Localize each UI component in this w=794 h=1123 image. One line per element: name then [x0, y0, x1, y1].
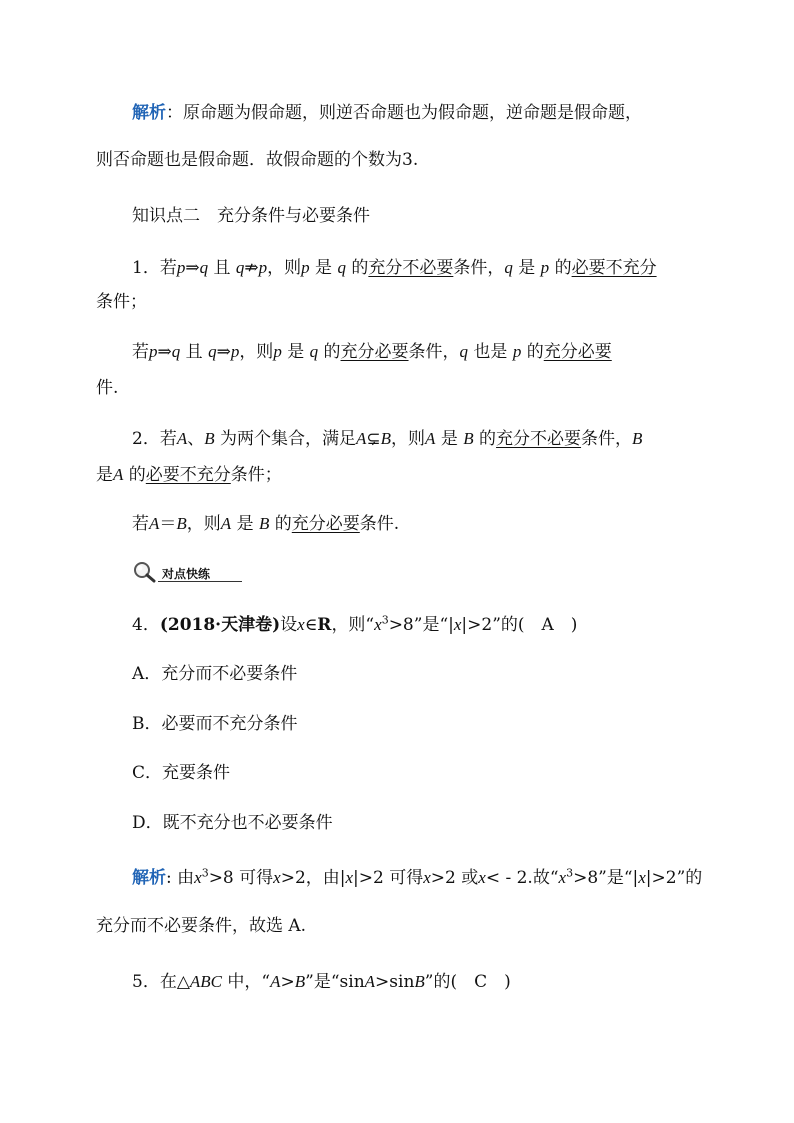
point-1b-line-1	[132, 340, 612, 364]
var-A: A	[113, 465, 124, 484]
analysis-text: ：原命题为假命题，则逆否命题也为假命题，逆命题是假命题，	[166, 103, 642, 123]
analysis2-line-2: 充分而不必要条件，故选 A.	[96, 916, 307, 936]
var-A: A	[270, 972, 281, 991]
not-implies-symbol: ⇏	[244, 258, 259, 278]
text: 条件.	[359, 514, 400, 534]
text: 且	[208, 258, 236, 278]
text: ，则	[391, 429, 426, 449]
underlined-answer: 必要不充分	[571, 258, 657, 278]
text: ”的(	[424, 972, 475, 992]
text: 的	[521, 342, 544, 362]
analysis-line-2	[96, 148, 418, 172]
var-q: q	[208, 342, 217, 361]
proper-subset-symbol: ⊊	[366, 429, 381, 449]
option-letter: D．	[132, 813, 163, 833]
element-of-symbol: ∈	[304, 615, 318, 635]
var-q: q	[459, 342, 469, 361]
text: ，则	[186, 514, 221, 534]
text: ，则	[267, 258, 302, 278]
text: 是	[435, 429, 464, 449]
question-4	[132, 613, 577, 637]
question-5	[132, 970, 511, 994]
var-A: A	[220, 514, 232, 533]
equals-symbol: ＝	[159, 514, 177, 534]
option-text: 充分而不必要条件	[161, 664, 298, 684]
underlined-answer: 必要不充分	[145, 465, 231, 485]
var-B: B	[294, 972, 306, 991]
option-d	[132, 811, 333, 835]
text: 条件，	[581, 429, 633, 449]
text: 也是	[468, 342, 513, 362]
practice-badge	[132, 560, 242, 586]
superscript-3: 3	[381, 613, 389, 627]
option-letter: A．	[132, 664, 162, 684]
var-p: p	[230, 342, 240, 361]
text: 的	[269, 514, 292, 534]
text: >8”是“|	[388, 615, 454, 635]
underlined-answer: 充分不必要	[496, 429, 582, 449]
analysis-label: 解析	[132, 103, 166, 123]
underlined-answer: 充分不必要	[368, 258, 454, 278]
var-A: A	[356, 429, 367, 448]
badge-underline	[158, 581, 242, 582]
option-letter: C．	[132, 763, 163, 783]
point-1b-line-2: 件.	[96, 378, 119, 398]
text: 条件；	[230, 465, 282, 485]
underlined-answer: 充分必要	[291, 514, 360, 534]
underlined-answer: 充分必要	[340, 342, 409, 362]
magnifier-icon	[132, 560, 158, 584]
var-x: x	[423, 868, 431, 887]
question-number: 4．	[132, 615, 160, 635]
text: 设	[280, 615, 298, 635]
analysis-line-1	[132, 101, 642, 125]
text: 条件，	[408, 342, 460, 362]
text: 的	[318, 342, 341, 362]
text: 、	[187, 429, 205, 449]
var-B: B	[176, 514, 187, 533]
var-B: B	[463, 429, 474, 448]
var-x: x	[273, 868, 281, 887]
option-a	[132, 662, 297, 686]
var-B: B	[204, 429, 215, 448]
var-A: A	[364, 972, 376, 991]
text: ，则“	[331, 615, 375, 635]
text: 中，“	[222, 972, 271, 992]
option-letter: B．	[132, 714, 162, 734]
var-x: x	[558, 868, 567, 887]
text: 且	[180, 342, 209, 362]
var-p: p	[273, 342, 282, 361]
section-title: 知识点二 充分条件与必要条件	[132, 206, 370, 226]
option-text: 必要而不充分条件	[161, 714, 298, 734]
point-2b-line	[132, 512, 399, 536]
text: 是	[231, 514, 259, 534]
text: 的	[345, 258, 369, 278]
var-A: A	[149, 514, 160, 533]
var-A: A	[425, 429, 436, 448]
option-text: 充要条件	[162, 763, 231, 783]
text: 的	[549, 258, 572, 278]
var-q: q	[235, 258, 245, 277]
answer-letter: A	[541, 615, 554, 635]
var-B: B	[414, 972, 425, 991]
text: )	[553, 615, 578, 635]
analysis-text: 则否命题也是假命题．故假命题的个数为3.	[96, 150, 419, 170]
text: |>2”的(	[461, 615, 542, 635]
var-p: p	[176, 258, 186, 277]
text: 是	[309, 258, 338, 278]
underlined-answer: 充分必要	[543, 342, 612, 362]
triangle-name: ABC	[189, 972, 223, 991]
superscript-3: 3	[566, 866, 574, 880]
option-b	[132, 712, 298, 736]
text: 若	[132, 342, 149, 362]
text: 为两个集合，满足	[214, 429, 357, 449]
text: 是	[96, 465, 113, 485]
answer-letter: C	[474, 972, 488, 992]
var-x: x	[478, 868, 486, 887]
var-q: q	[171, 342, 181, 361]
var-x: x	[297, 615, 305, 634]
var-p: p	[258, 258, 268, 277]
implies-symbol: ⇒	[185, 258, 200, 278]
text: >2，由|	[280, 868, 346, 888]
text: )	[487, 972, 511, 992]
var-A: A	[176, 429, 188, 448]
var-q: q	[309, 342, 319, 361]
text: ”是“sin	[305, 972, 365, 992]
var-p: p	[512, 342, 522, 361]
analysis2-line-1	[132, 866, 702, 890]
text: 的	[473, 429, 497, 449]
point-1-line-2: 条件；	[96, 292, 147, 312]
text: >8”是“|	[573, 868, 639, 888]
text: 是	[281, 342, 310, 362]
text: 的	[123, 465, 146, 485]
superscript-3: 3	[201, 866, 209, 880]
practice-badge-label: 对点快练	[162, 567, 211, 581]
text: >2 或	[430, 868, 479, 888]
var-p: p	[301, 258, 310, 277]
text: : 由	[166, 868, 195, 888]
var-x: x	[374, 615, 382, 634]
text: |>2 可得	[353, 868, 424, 888]
var-q: q	[337, 258, 346, 277]
reals-symbol: R	[317, 615, 332, 635]
text: 2．若	[132, 429, 177, 449]
var-x: x	[194, 868, 202, 887]
var-p: p	[149, 342, 158, 361]
var-x: x	[638, 868, 646, 887]
var-x: x	[345, 868, 354, 887]
var-x: x	[453, 615, 462, 634]
var-q: q	[199, 258, 209, 277]
var-p: p	[540, 258, 550, 277]
text: 条件，	[453, 258, 505, 278]
implies-symbol: ⇒	[157, 342, 172, 362]
var-B: B	[380, 429, 392, 448]
analysis-label: 解析	[132, 868, 166, 888]
var-B: B	[258, 514, 270, 533]
var-q: q	[504, 258, 513, 277]
text: 1．若	[132, 258, 177, 278]
question-number: 5．	[132, 972, 160, 992]
implies-symbol: ⇒	[216, 342, 231, 362]
option-text: 既不充分也不必要条件	[162, 813, 333, 833]
text: 在△	[159, 972, 190, 992]
text: >8 可得	[208, 868, 274, 888]
text: 是	[512, 258, 541, 278]
option-c	[132, 761, 230, 785]
question-source: (2018·天津卷)	[159, 615, 281, 635]
point-2-line-2	[96, 463, 282, 487]
text: < - 2.故“	[485, 868, 559, 888]
point-1-line-1	[132, 256, 657, 280]
point-2-line-1	[132, 427, 642, 451]
text: 若	[132, 514, 149, 534]
text: ，则	[239, 342, 274, 362]
text: >sin	[375, 972, 415, 992]
var-B: B	[632, 429, 643, 448]
text: |>2”的	[645, 868, 703, 888]
text: >	[280, 972, 295, 992]
